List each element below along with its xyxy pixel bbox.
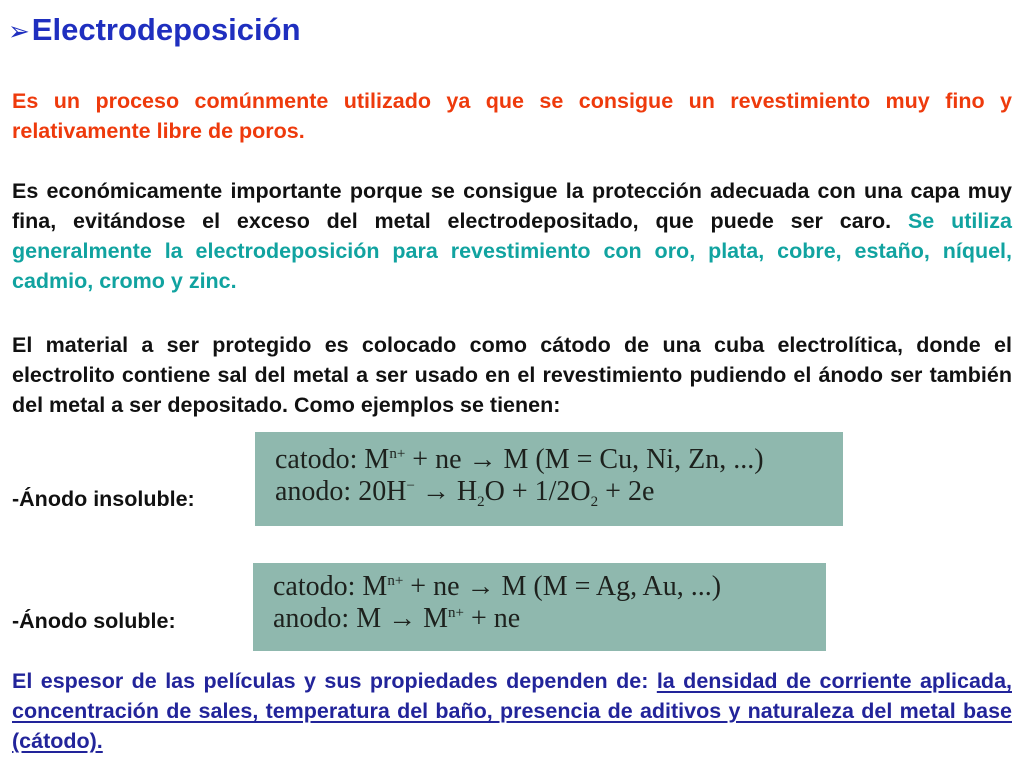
factors-underlined-text: la densidad de corriente aplicada, concentración de sales, temperatura del baño, presencia de aditivos y naturaleza del metal base (cátodo). — [12, 669, 1012, 753]
eq-superscript: n+ — [387, 573, 404, 589]
soluble-cathode-equation — [273, 571, 826, 603]
insoluble-cathode-equation — [275, 444, 843, 476]
economic-paragraph — [12, 176, 1012, 296]
eq-text: O + 1/2O — [484, 476, 591, 507]
eq-superscript: − — [406, 478, 415, 494]
arrow-bullet-icon: ➢ — [8, 17, 30, 47]
eq-text: anodo: M → M — [273, 603, 448, 634]
soluble-anode-equation-image — [253, 563, 826, 651]
process-paragraph: El material a ser protegido es colocado como cátodo de una cuba electrolítica, donde el electrolito contiene sal del metal a ser usado en el revestimiento pudiendo el ánodo ser también del metal a ser depositado. Como ejemplos se tienen: — [12, 333, 1012, 417]
eq-text: + 2e — [598, 476, 655, 507]
eq-text: anodo: 20H — [275, 476, 407, 507]
eq-text: catodo: M — [273, 571, 388, 602]
factors-paragraph — [12, 666, 1012, 756]
insoluble-anode-equation-image — [255, 432, 843, 526]
eq-subscript: 2 — [477, 494, 485, 510]
eq-text: + ne → M (M = Ag, Au, ...) — [403, 571, 722, 602]
intro-paragraph: Es un proceso comúnmente utilizado ya que se consigue un revestimiento muy fino y relativamente libre de poros. — [12, 89, 1012, 143]
eq-text: + ne — [463, 603, 521, 634]
insoluble-anode-equation — [275, 476, 843, 508]
economic-text: Es económicamente importante porque se consigue la protección adecuada con una capa muy fina, evitándose el exceso del metal electrodepositado, que puede ser caro. — [12, 179, 1012, 233]
eq-text: catodo: M — [275, 444, 390, 475]
metals-highlight-text: Se utiliza generalmente la electrodeposición para revestimiento con oro, plata, cobre, estaño, níquel, cadmio, cromo y zinc. — [12, 209, 1012, 293]
eq-superscript: n+ — [389, 446, 406, 462]
soluble-anode-equation — [273, 603, 826, 635]
factors-text: El espesor de las películas y sus propiedades dependen de: — [12, 669, 657, 693]
slide-title — [8, 10, 301, 52]
eq-subscript: 2 — [590, 494, 599, 510]
eq-text: → H — [414, 476, 478, 507]
eq-superscript: n+ — [448, 605, 464, 621]
soluble-anode-label: -Ánodo soluble: — [12, 609, 176, 633]
eq-text: + ne → M (M = Cu, Ni, Zn, ...) — [405, 444, 764, 475]
insoluble-anode-label: -Ánodo insoluble: — [12, 487, 195, 511]
slide-title-text: Electrodeposición — [31, 12, 301, 47]
